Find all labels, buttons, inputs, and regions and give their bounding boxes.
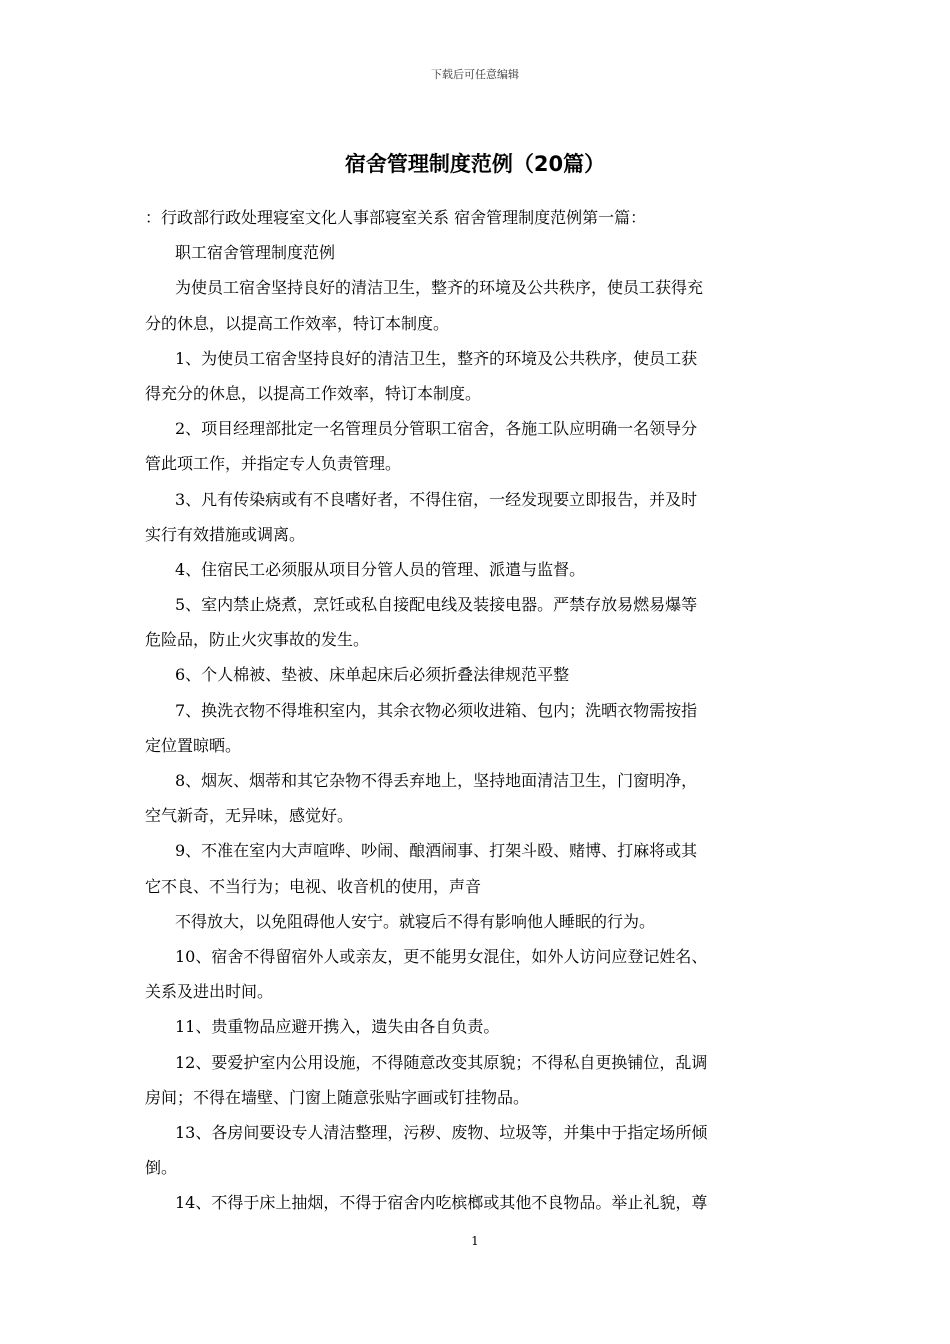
paragraph-line: 9、不准在室内大声喧哗、吵闹、酿酒闹事、打架斗殴、赌博、打麻将或其 (175, 841, 698, 861)
paragraph-line: 1、为使员工宿舍坚持良好的清洁卫生，整齐的环境及公共秩序，使员工获 (175, 348, 698, 368)
paragraph-line: 关系及进出时间。 (145, 982, 274, 1002)
paragraph-line: 职工宿舍管理制度范例 (175, 243, 336, 263)
paragraph-line: 实行有效措施或调离。 (145, 524, 306, 544)
paragraph-line: 14、不得于床上抽烟，不得于宿舍内吃槟榔或其他不良物品。举止礼貌，尊 (175, 1193, 708, 1213)
paragraph-line: 5、室内禁止烧煮，烹饪或私自接配电线及装接电器。严禁存放易燃易爆等 (175, 595, 698, 615)
paragraph-line: 为使员工宿舍坚持良好的清洁卫生，整齐的环境及公共秩序，使员工获得充 (175, 278, 704, 298)
paragraph-line: 不得放大，以免阻碍他人安宁。就寝后不得有影响他人睡眠的行为。 (175, 911, 656, 931)
paragraph-line: 3、凡有传染病或有不良嗜好者，不得住宿，一经发现要立即报告，并及时 (175, 489, 698, 509)
document-body (145, 200, 810, 1220)
paragraph-line: 8、烟灰、烟蒂和其它杂物不得丢弃地上，坚持地面清洁卫生，门窗明净， (175, 771, 698, 790)
paragraph-line: 管此项工作，并指定专人负责管理。 (145, 454, 402, 474)
page-header: 下载后可任意编辑 (431, 68, 519, 81)
paragraph-line: 6、个人棉被、垫被、床单起床后必须折叠法律规范平整 (175, 665, 570, 685)
paragraph-line: 分的休息，以提高工作效率，特订本制度。 (145, 313, 450, 333)
paragraph-line: 倒。 (145, 1158, 178, 1178)
paragraph-line: 7、换洗衣物不得堆积室内，其余衣物必须收进箱、包内；洗晒衣物需按指 (175, 700, 698, 720)
paragraph-line: 空气新奇，无异味，感觉好。 (145, 806, 354, 826)
paragraph-line: 房间；不得在墙壁、门窗上随意张贴字画或钉挂物品。 (145, 1087, 530, 1107)
paragraph-line: 11、贵重物品应避开携入，遗失由各自负责。 (175, 1017, 500, 1037)
paragraph-line: 4、住宿民工必须服从项目分管人员的管理、派遣与监督。 (175, 559, 586, 579)
paragraph-line: 13、各房间要设专人清洁整理，污秽、废物、垃圾等，并集中于指定场所倾 (175, 1122, 708, 1142)
document-title: 宿舍管理制度范例（20篇） (344, 152, 606, 176)
paragraph-line: 它不良、不当行为；电视、收音机的使用，声音 (145, 876, 482, 896)
paragraph-line: 10、宿舍不得留宿外人或亲友，更不能男女混住，如外人访问应登记姓名、 (175, 946, 708, 966)
paragraph-line: 2、项目经理部批定一名管理员分管职工宿舍，各施工队应明确一名领导分 (175, 419, 698, 439)
paragraph-line: 12、要爱护室内公用设施，不得随意改变其原貌；不得私自更换铺位，乱调 (175, 1052, 708, 1072)
page-number: 1 (471, 1234, 479, 1248)
paragraph-line: ：行政部行政处理寝室文化人事部寝室关系 宿舍管理制度范例第一篇： (145, 208, 647, 227)
paragraph-line: 得充分的休息，以提高工作效率，特订本制度。 (145, 383, 482, 403)
paragraph-line: 定位置晾晒。 (145, 735, 242, 755)
paragraph-line: 危险品，防止火灾事故的发生。 (145, 630, 370, 650)
